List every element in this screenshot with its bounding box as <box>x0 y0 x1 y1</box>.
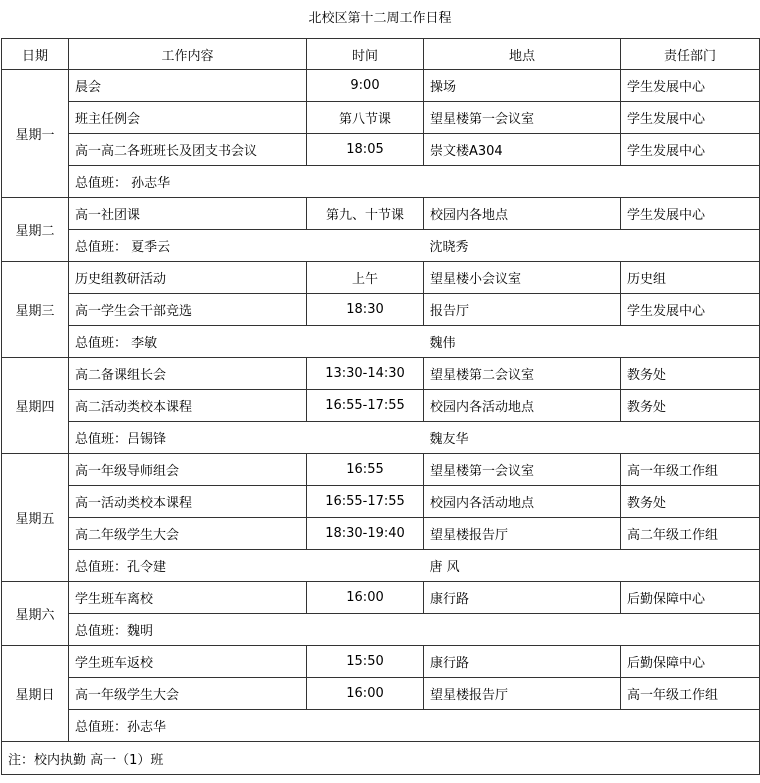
table-row <box>2 102 760 134</box>
place-cell: 康行路 <box>424 582 621 614</box>
dept-cell: 学生发展中心 <box>621 134 760 166</box>
table-row <box>2 198 760 230</box>
table-row <box>2 678 760 710</box>
duty-row <box>2 550 760 582</box>
time-cell: 18:05 <box>307 134 424 166</box>
duty-dept-blank <box>621 166 760 198</box>
duty-cell: 总值班： 夏季云 <box>69 230 424 262</box>
content-cell: 晨会 <box>69 70 307 102</box>
day-cell: 星期六 <box>2 582 69 646</box>
duty-row <box>2 710 760 742</box>
duty-second-cell <box>424 614 621 646</box>
header-date: 日期 <box>2 39 69 70</box>
table-row <box>2 486 760 518</box>
time-cell: 16:00 <box>307 678 424 710</box>
duty-cell: 总值班： 孙志华 <box>69 166 424 198</box>
day-cell: 星期五 <box>2 454 69 582</box>
time-cell: 16:00 <box>307 582 424 614</box>
time-cell: 9:00 <box>307 70 424 102</box>
content-cell: 高一活动类校本课程 <box>69 486 307 518</box>
table-row <box>2 646 760 678</box>
duty-cell: 总值班：孔令建 <box>69 550 424 582</box>
duty-cell: 总值班：吕锡锋 <box>69 422 424 454</box>
content-cell: 高一高二各班班长及团支书会议 <box>69 134 307 166</box>
duty-row <box>2 326 760 358</box>
duty-row <box>2 230 760 262</box>
content-cell: 高二活动类校本课程 <box>69 390 307 422</box>
dept-cell: 历史组 <box>621 262 760 294</box>
duty-dept-blank <box>621 710 760 742</box>
table-row <box>2 134 760 166</box>
time-cell: 18:30-19:40 <box>307 518 424 550</box>
duty-cell: 总值班：魏明 <box>69 614 424 646</box>
duty-cell: 总值班： 李敏 <box>69 326 424 358</box>
table-row <box>2 70 760 102</box>
header-time: 时间 <box>307 39 424 70</box>
content-cell: 高一学生会干部竞选 <box>69 294 307 326</box>
header-content: 工作内容 <box>69 39 307 70</box>
place-cell: 望星楼小会议室 <box>424 262 621 294</box>
table-row <box>2 582 760 614</box>
duty-second-cell: 魏友华 <box>424 422 621 454</box>
content-cell: 高二备课组长会 <box>69 358 307 390</box>
time-cell: 上午 <box>307 262 424 294</box>
schedule-body <box>2 70 760 742</box>
duty-dept-blank <box>621 230 760 262</box>
content-cell: 高二年级学生大会 <box>69 518 307 550</box>
duty-row <box>2 614 760 646</box>
duty-dept-blank <box>621 550 760 582</box>
day-cell: 星期二 <box>2 198 69 262</box>
duty-dept-blank <box>621 422 760 454</box>
content-cell: 高一社团课 <box>69 198 307 230</box>
dept-cell: 学生发展中心 <box>621 294 760 326</box>
time-cell: 16:55 <box>307 454 424 486</box>
day-cell: 星期三 <box>2 262 69 358</box>
page-title: 北校区第十二周工作日程 <box>308 11 452 26</box>
place-cell: 康行路 <box>424 646 621 678</box>
duty-cell: 总值班：孙志华 <box>69 710 424 742</box>
content-cell: 高一年级学生大会 <box>69 678 307 710</box>
header-dept: 责任部门 <box>621 39 760 70</box>
table-row <box>2 358 760 390</box>
place-cell: 校园内各活动地点 <box>424 486 621 518</box>
duty-second-cell: 唐 风 <box>424 550 621 582</box>
place-cell: 崇文楼A304 <box>424 134 621 166</box>
content-cell: 历史组教研活动 <box>69 262 307 294</box>
note: 注：校内执勤 高一（1）班 <box>2 742 760 775</box>
day-cell: 星期一 <box>2 70 69 198</box>
dept-cell: 学生发展中心 <box>621 102 760 134</box>
place-cell: 望星楼第一会议室 <box>424 102 621 134</box>
table-row <box>2 262 760 294</box>
duty-second-cell: 魏伟 <box>424 326 621 358</box>
note-row <box>2 742 760 775</box>
place-cell: 报告厅 <box>424 294 621 326</box>
content-cell: 学生班车返校 <box>69 646 307 678</box>
duty-second-cell <box>424 710 621 742</box>
content-cell: 学生班车离校 <box>69 582 307 614</box>
dept-cell: 教务处 <box>621 358 760 390</box>
header-row <box>2 39 760 70</box>
duty-row <box>2 166 760 198</box>
dept-cell: 后勤保障中心 <box>621 646 760 678</box>
dept-cell: 后勤保障中心 <box>621 582 760 614</box>
dept-cell: 高一年级工作组 <box>621 678 760 710</box>
schedule-table <box>1 38 760 775</box>
content-cell: 班主任例会 <box>69 102 307 134</box>
day-cell: 星期日 <box>2 646 69 742</box>
place-cell: 校园内各活动地点 <box>424 390 621 422</box>
table-row <box>2 454 760 486</box>
duty-dept-blank <box>621 326 760 358</box>
time-cell: 15:50 <box>307 646 424 678</box>
duty-second-cell <box>424 166 621 198</box>
table-row <box>2 390 760 422</box>
place-cell: 校园内各地点 <box>424 198 621 230</box>
time-cell: 16:55-17:55 <box>307 390 424 422</box>
place-cell: 望星楼报告厅 <box>424 518 621 550</box>
duty-row <box>2 422 760 454</box>
content-cell: 高一年级导师组会 <box>69 454 307 486</box>
day-cell: 星期四 <box>2 358 69 454</box>
place-cell: 望星楼第二会议室 <box>424 358 621 390</box>
dept-cell: 学生发展中心 <box>621 70 760 102</box>
table-row <box>2 518 760 550</box>
place-cell: 望星楼第一会议室 <box>424 454 621 486</box>
header-place: 地点 <box>424 39 621 70</box>
time-cell: 第八节课 <box>307 102 424 134</box>
duty-second-cell: 沈晓秀 <box>424 230 621 262</box>
place-cell: 操场 <box>424 70 621 102</box>
dept-cell: 教务处 <box>621 390 760 422</box>
time-cell: 13:30-14:30 <box>307 358 424 390</box>
duty-dept-blank <box>621 614 760 646</box>
time-cell: 16:55-17:55 <box>307 486 424 518</box>
time-cell: 18:30 <box>307 294 424 326</box>
time-cell: 第九、十节课 <box>307 198 424 230</box>
table-row <box>2 294 760 326</box>
dept-cell: 学生发展中心 <box>621 198 760 230</box>
dept-cell: 高二年级工作组 <box>621 518 760 550</box>
dept-cell: 教务处 <box>621 486 760 518</box>
dept-cell: 高一年级工作组 <box>621 454 760 486</box>
place-cell: 望星楼报告厅 <box>424 678 621 710</box>
